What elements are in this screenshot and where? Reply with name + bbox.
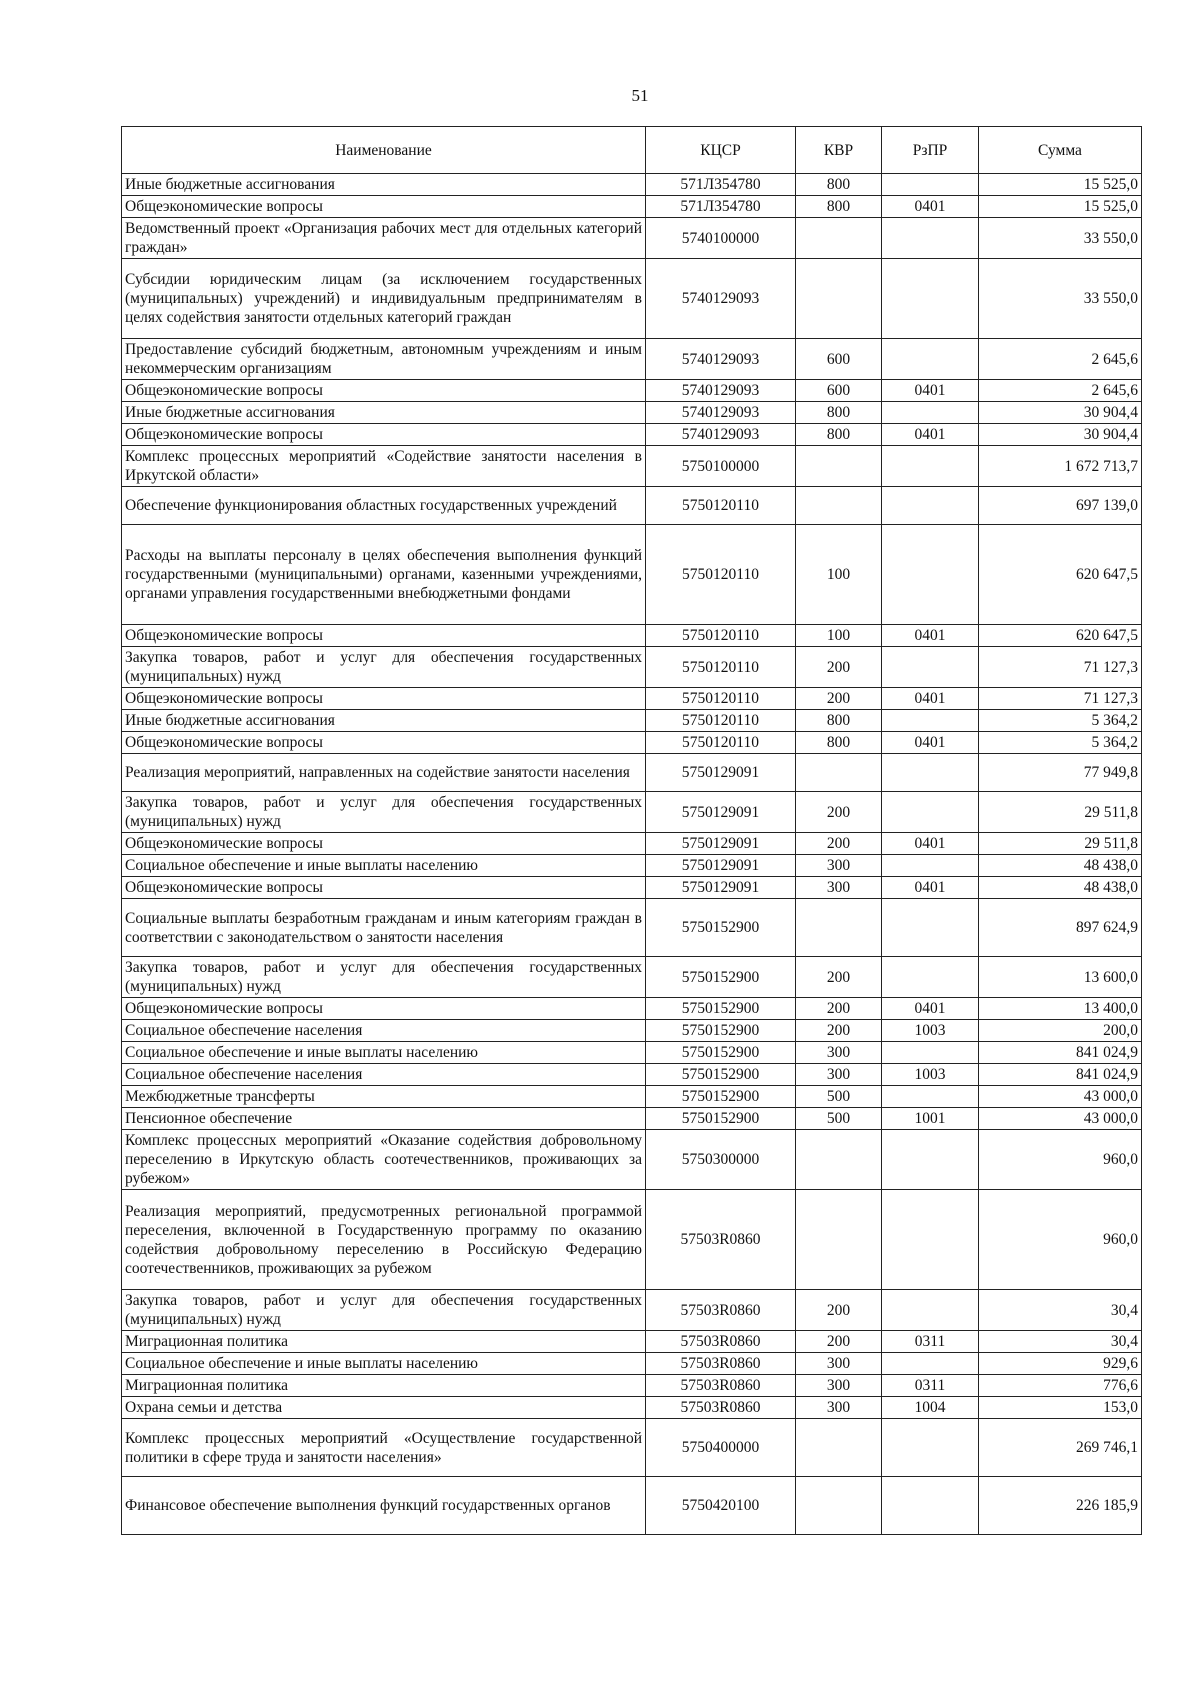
cell-rzpr	[882, 1086, 979, 1108]
table-row	[122, 1020, 1142, 1042]
cell-rzpr: 0401	[882, 380, 979, 402]
cell-kcsr: 5750129091	[646, 754, 796, 792]
cell-kvr	[796, 1130, 882, 1190]
column-header-name: Наименование	[122, 127, 646, 174]
cell-name: Реализация мероприятий, направленных на содействие занятости населения	[122, 754, 646, 792]
cell-sum: 5 364,2	[979, 732, 1142, 754]
table-row	[122, 259, 1142, 339]
cell-name: Общеэкономические вопросы	[122, 625, 646, 647]
cell-sum: 841 024,9	[979, 1042, 1142, 1064]
table-row	[122, 688, 1142, 710]
cell-rzpr	[882, 855, 979, 877]
table-row	[122, 732, 1142, 754]
cell-kvr	[796, 899, 882, 957]
table-row	[122, 1130, 1142, 1190]
table-row	[122, 446, 1142, 487]
table-row	[122, 1064, 1142, 1086]
cell-name: Финансовое обеспечение выполнения функций государственных органов	[122, 1477, 646, 1535]
cell-sum: 776,6	[979, 1375, 1142, 1397]
cell-sum: 43 000,0	[979, 1108, 1142, 1130]
cell-rzpr: 0401	[882, 625, 979, 647]
cell-name: Комплекс процессных мероприятий «Содействие занятости населения в Иркутской области»	[122, 446, 646, 487]
table-row	[122, 339, 1142, 380]
cell-sum: 30,4	[979, 1290, 1142, 1331]
cell-kcsr: 57503R0860	[646, 1331, 796, 1353]
cell-kvr	[796, 1477, 882, 1535]
cell-kcsr: 57503R0860	[646, 1190, 796, 1290]
cell-rzpr	[882, 1353, 979, 1375]
cell-sum: 30 904,4	[979, 424, 1142, 446]
cell-name: Расходы на выплаты персоналу в целях обеспечения выполнения функций государственными (муниципальными) органами, казенными учреждениями, органами управления государственными внебюджетными фондами	[122, 525, 646, 625]
cell-name: Миграционная политика	[122, 1331, 646, 1353]
table-row	[122, 525, 1142, 625]
table-row	[122, 625, 1142, 647]
cell-kcsr: 5750129091	[646, 855, 796, 877]
cell-name: Общеэкономические вопросы	[122, 877, 646, 899]
cell-sum: 71 127,3	[979, 688, 1142, 710]
cell-kcsr: 5750120110	[646, 688, 796, 710]
cell-kcsr: 5750129091	[646, 792, 796, 833]
cell-name: Социальное обеспечение и иные выплаты населению	[122, 855, 646, 877]
cell-name: Субсидии юридическим лицам (за исключением государственных (муниципальных) учреждений) и индивидуальным предпринимателям в целях содействия занятости отдельных категорий граждан	[122, 259, 646, 339]
cell-sum: 48 438,0	[979, 855, 1142, 877]
cell-kcsr: 57503R0860	[646, 1353, 796, 1375]
table-row	[122, 754, 1142, 792]
table-row	[122, 1290, 1142, 1331]
cell-name: Закупка товаров, работ и услуг для обеспечения государственных (муниципальных) нужд	[122, 647, 646, 688]
cell-kvr	[796, 1419, 882, 1477]
cell-rzpr	[882, 647, 979, 688]
table-row	[122, 402, 1142, 424]
cell-rzpr	[882, 339, 979, 380]
cell-kcsr: 5750300000	[646, 1130, 796, 1190]
cell-sum: 30 904,4	[979, 402, 1142, 424]
cell-name: Общеэкономические вопросы	[122, 688, 646, 710]
cell-name: Иные бюджетные ассигнования	[122, 710, 646, 732]
cell-name: Ведомственный проект «Организация рабочих мест для отдельных категорий граждан»	[122, 218, 646, 259]
cell-name: Закупка товаров, работ и услуг для обеспечения государственных (муниципальных) нужд	[122, 1290, 646, 1331]
cell-sum: 226 185,9	[979, 1477, 1142, 1535]
table-row	[122, 1477, 1142, 1535]
cell-name: Пенсионное обеспечение	[122, 1108, 646, 1130]
cell-rzpr	[882, 218, 979, 259]
table-row	[122, 647, 1142, 688]
cell-kcsr: 5740129093	[646, 339, 796, 380]
cell-rzpr	[882, 710, 979, 732]
cell-kvr: 800	[796, 402, 882, 424]
cell-sum: 620 647,5	[979, 625, 1142, 647]
cell-sum: 841 024,9	[979, 1064, 1142, 1086]
cell-name: Общеэкономические вопросы	[122, 424, 646, 446]
column-header-sum: Сумма	[979, 127, 1142, 174]
cell-kvr: 300	[796, 1397, 882, 1419]
cell-rzpr	[882, 1477, 979, 1535]
table-row	[122, 1108, 1142, 1130]
cell-name: Миграционная политика	[122, 1375, 646, 1397]
cell-name: Охрана семьи и детства	[122, 1397, 646, 1419]
cell-rzpr	[882, 525, 979, 625]
cell-kvr: 200	[796, 647, 882, 688]
cell-kvr	[796, 446, 882, 487]
cell-kvr: 200	[796, 688, 882, 710]
cell-kvr: 100	[796, 625, 882, 647]
cell-kvr: 800	[796, 196, 882, 218]
cell-rzpr: 0401	[882, 688, 979, 710]
cell-rzpr	[882, 174, 979, 196]
cell-kcsr: 57503R0860	[646, 1290, 796, 1331]
table-row	[122, 218, 1142, 259]
budget-table	[121, 126, 1142, 1535]
cell-kcsr: 5740129093	[646, 259, 796, 339]
table-row	[122, 1042, 1142, 1064]
table-row	[122, 899, 1142, 957]
cell-kvr: 600	[796, 339, 882, 380]
cell-name: Социальное обеспечение населения	[122, 1020, 646, 1042]
cell-kcsr: 5740129093	[646, 402, 796, 424]
cell-name: Общеэкономические вопросы	[122, 833, 646, 855]
cell-sum: 960,0	[979, 1190, 1142, 1290]
cell-sum: 5 364,2	[979, 710, 1142, 732]
cell-kcsr: 5740129093	[646, 380, 796, 402]
cell-kcsr: 5750120110	[646, 647, 796, 688]
cell-kvr: 100	[796, 525, 882, 625]
cell-rzpr: 1003	[882, 1064, 979, 1086]
cell-rzpr: 0311	[882, 1375, 979, 1397]
cell-name: Иные бюджетные ассигнования	[122, 402, 646, 424]
cell-sum: 15 525,0	[979, 196, 1142, 218]
cell-rzpr	[882, 446, 979, 487]
table-row	[122, 792, 1142, 833]
cell-name: Межбюджетные трансферты	[122, 1086, 646, 1108]
table-row	[122, 710, 1142, 732]
table-row	[122, 424, 1142, 446]
column-header-kcsr: КЦСР	[646, 127, 796, 174]
cell-name: Общеэкономические вопросы	[122, 380, 646, 402]
cell-sum: 13 600,0	[979, 957, 1142, 998]
cell-name: Социальное обеспечение населения	[122, 1064, 646, 1086]
cell-rzpr	[882, 899, 979, 957]
cell-kvr	[796, 487, 882, 525]
cell-kvr	[796, 1190, 882, 1290]
cell-kcsr: 5750120110	[646, 710, 796, 732]
cell-kvr: 300	[796, 1064, 882, 1086]
cell-name: Социальное обеспечение и иные выплаты населению	[122, 1353, 646, 1375]
cell-rzpr	[882, 754, 979, 792]
cell-name: Общеэкономические вопросы	[122, 998, 646, 1020]
cell-kvr: 200	[796, 1290, 882, 1331]
table-row	[122, 1086, 1142, 1108]
cell-kvr: 200	[796, 1331, 882, 1353]
cell-sum: 2 645,6	[979, 380, 1142, 402]
cell-rzpr	[882, 1190, 979, 1290]
cell-sum: 43 000,0	[979, 1086, 1142, 1108]
cell-rzpr: 0401	[882, 732, 979, 754]
cell-rzpr	[882, 259, 979, 339]
cell-kvr: 200	[796, 998, 882, 1020]
page-number: 51	[631, 86, 649, 105]
cell-kcsr: 57503R0860	[646, 1397, 796, 1419]
cell-sum: 48 438,0	[979, 877, 1142, 899]
cell-kvr: 300	[796, 1042, 882, 1064]
cell-rzpr	[882, 1130, 979, 1190]
cell-name: Обеспечение функционирования областных государственных учреждений	[122, 487, 646, 525]
cell-rzpr: 1003	[882, 1020, 979, 1042]
cell-kvr: 300	[796, 855, 882, 877]
cell-rzpr	[882, 1290, 979, 1331]
cell-kcsr: 5750152900	[646, 1042, 796, 1064]
cell-name: Комплекс процессных мероприятий «Осуществление государственной политики в сфере труда и занятости населения»	[122, 1419, 646, 1477]
cell-sum: 30,4	[979, 1331, 1142, 1353]
cell-sum: 13 400,0	[979, 998, 1142, 1020]
cell-kvr: 200	[796, 957, 882, 998]
cell-kcsr: 5750120110	[646, 525, 796, 625]
cell-rzpr	[882, 957, 979, 998]
cell-kcsr: 5750120110	[646, 732, 796, 754]
cell-kvr: 300	[796, 877, 882, 899]
cell-kcsr: 571Л354780	[646, 196, 796, 218]
cell-sum: 200,0	[979, 1020, 1142, 1042]
cell-kcsr: 57503R0860	[646, 1375, 796, 1397]
cell-kvr: 800	[796, 424, 882, 446]
table-row	[122, 833, 1142, 855]
cell-rzpr	[882, 402, 979, 424]
table-row	[122, 1331, 1142, 1353]
cell-kcsr: 5750152900	[646, 899, 796, 957]
cell-name: Предоставление субсидий бюджетным, автономным учреждениям и иным некоммерческим организациям	[122, 339, 646, 380]
table-row	[122, 855, 1142, 877]
cell-rzpr: 1004	[882, 1397, 979, 1419]
table-row	[122, 1190, 1142, 1290]
table-row	[122, 957, 1142, 998]
cell-kcsr: 5750400000	[646, 1419, 796, 1477]
cell-kcsr: 5750152900	[646, 957, 796, 998]
cell-kvr: 200	[796, 1020, 882, 1042]
cell-kvr: 800	[796, 732, 882, 754]
cell-name: Закупка товаров, работ и услуг для обеспечения государственных (муниципальных) нужд	[122, 792, 646, 833]
cell-sum: 153,0	[979, 1397, 1142, 1419]
table-row	[122, 1419, 1142, 1477]
cell-rzpr	[882, 487, 979, 525]
cell-kcsr: 5750420100	[646, 1477, 796, 1535]
table-row	[122, 174, 1142, 196]
cell-name: Социальные выплаты безработным гражданам и иным категориям граждан в соответствии с законодательством о занятости населения	[122, 899, 646, 957]
cell-kcsr: 5750129091	[646, 877, 796, 899]
cell-kvr	[796, 754, 882, 792]
cell-kvr: 300	[796, 1375, 882, 1397]
cell-kvr	[796, 218, 882, 259]
cell-rzpr: 0311	[882, 1331, 979, 1353]
cell-rzpr: 0401	[882, 196, 979, 218]
cell-rzpr: 1001	[882, 1108, 979, 1130]
table-row	[122, 1353, 1142, 1375]
table-header	[122, 127, 1142, 174]
cell-kcsr: 5750120110	[646, 487, 796, 525]
cell-kcsr: 5740100000	[646, 218, 796, 259]
cell-kcsr: 5750152900	[646, 1020, 796, 1042]
cell-kcsr: 5750152900	[646, 998, 796, 1020]
cell-kvr: 300	[796, 1353, 882, 1375]
table-row	[122, 487, 1142, 525]
cell-rzpr: 0401	[882, 833, 979, 855]
cell-kvr: 500	[796, 1108, 882, 1130]
cell-kvr: 200	[796, 792, 882, 833]
cell-kcsr: 5750100000	[646, 446, 796, 487]
cell-sum: 2 645,6	[979, 339, 1142, 380]
cell-kcsr: 571Л354780	[646, 174, 796, 196]
cell-sum: 29 511,8	[979, 792, 1142, 833]
cell-sum: 29 511,8	[979, 833, 1142, 855]
cell-sum: 33 550,0	[979, 218, 1142, 259]
cell-name: Закупка товаров, работ и услуг для обеспечения государственных (муниципальных) нужд	[122, 957, 646, 998]
cell-rzpr	[882, 1042, 979, 1064]
cell-kcsr: 5740129093	[646, 424, 796, 446]
cell-sum: 897 624,9	[979, 899, 1142, 957]
cell-name: Реализация мероприятий, предусмотренных региональной программой переселения, включенной в Государственную программу по оказанию содействия добровольному переселению в Российскую Федерацию соотечественников, проживающих за рубежом	[122, 1190, 646, 1290]
cell-rzpr	[882, 792, 979, 833]
cell-kcsr: 5750152900	[646, 1064, 796, 1086]
table-body	[122, 174, 1142, 1535]
cell-rzpr: 0401	[882, 877, 979, 899]
cell-name: Иные бюджетные ассигнования	[122, 174, 646, 196]
cell-sum: 929,6	[979, 1353, 1142, 1375]
cell-kcsr: 5750152900	[646, 1108, 796, 1130]
cell-kvr: 500	[796, 1086, 882, 1108]
cell-sum: 960,0	[979, 1130, 1142, 1190]
cell-kcsr: 5750129091	[646, 833, 796, 855]
cell-sum: 1 672 713,7	[979, 446, 1142, 487]
cell-name: Социальное обеспечение и иные выплаты населению	[122, 1042, 646, 1064]
cell-rzpr: 0401	[882, 998, 979, 1020]
cell-rzpr: 0401	[882, 424, 979, 446]
table-row	[122, 1375, 1142, 1397]
column-header-rzpr: РзПР	[882, 127, 979, 174]
table-row	[122, 380, 1142, 402]
header-row	[122, 127, 1142, 174]
table-row	[122, 1397, 1142, 1419]
cell-kvr	[796, 259, 882, 339]
cell-sum: 620 647,5	[979, 525, 1142, 625]
cell-kcsr: 5750152900	[646, 1086, 796, 1108]
cell-sum: 15 525,0	[979, 174, 1142, 196]
table-row	[122, 877, 1142, 899]
cell-sum: 269 746,1	[979, 1419, 1142, 1477]
cell-name: Общеэкономические вопросы	[122, 732, 646, 754]
cell-name: Комплекс процессных мероприятий «Оказание содействия добровольному переселению в Иркутскую область соотечественников, проживающих за рубежом»	[122, 1130, 646, 1190]
cell-sum: 77 949,8	[979, 754, 1142, 792]
cell-sum: 697 139,0	[979, 487, 1142, 525]
cell-kvr: 800	[796, 174, 882, 196]
cell-sum: 71 127,3	[979, 647, 1142, 688]
cell-sum: 33 550,0	[979, 259, 1142, 339]
table-row	[122, 196, 1142, 218]
cell-kvr: 600	[796, 380, 882, 402]
table-row	[122, 998, 1142, 1020]
column-header-kvr: КВР	[796, 127, 882, 174]
cell-rzpr	[882, 1419, 979, 1477]
cell-kvr: 200	[796, 833, 882, 855]
cell-kvr: 800	[796, 710, 882, 732]
cell-kcsr: 5750120110	[646, 625, 796, 647]
cell-name: Общеэкономические вопросы	[122, 196, 646, 218]
